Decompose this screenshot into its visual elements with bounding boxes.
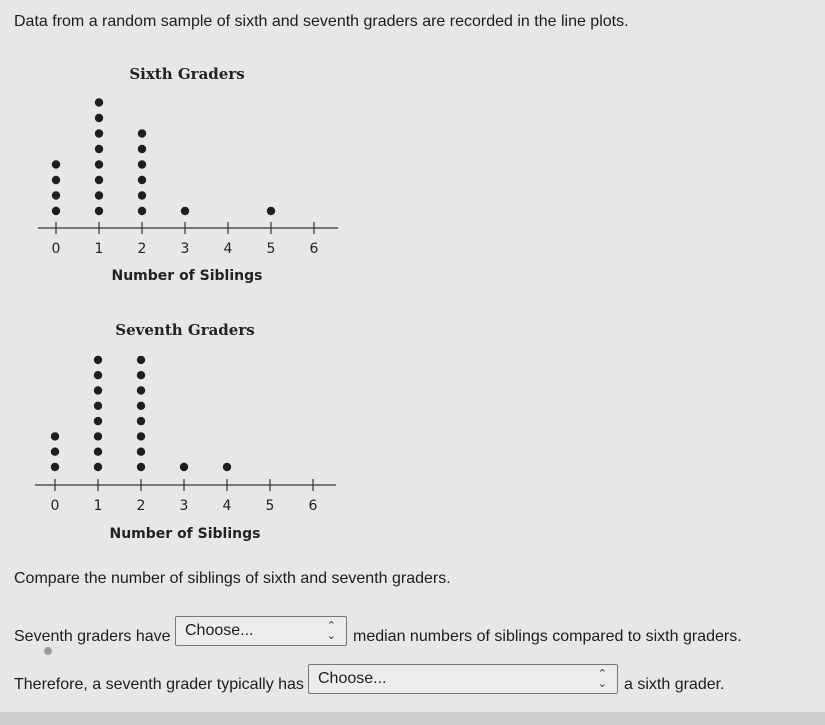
data-dot: [95, 176, 103, 184]
intro-text: Data from a random sample of sixth and seventh graders are recorded in the line plots.: [14, 13, 629, 30]
data-dot: [223, 463, 231, 471]
tick-label: 5: [265, 498, 275, 514]
data-dot: [95, 114, 103, 122]
tick-label: 0: [51, 241, 61, 257]
data-dot: [52, 207, 60, 215]
data-dot: [51, 463, 59, 471]
data-dot: [52, 191, 60, 199]
tick-label: 6: [308, 498, 318, 514]
data-dot: [52, 160, 60, 168]
data-dot: [94, 402, 102, 410]
sixth-graders-plot: [38, 65, 338, 284]
tick-label: 3: [179, 498, 189, 514]
median-comparison-select[interactable]: [175, 616, 347, 646]
data-dot: [138, 129, 146, 137]
data-dot: [94, 356, 102, 364]
tick-label: 2: [136, 498, 146, 514]
tick-label: 4: [223, 241, 233, 257]
data-dot: [52, 176, 60, 184]
data-dot: [138, 145, 146, 153]
sentence2-before: Therefore, a seventh grader typically has: [14, 676, 304, 693]
bottom-bar: [0, 712, 825, 725]
data-dot: [138, 207, 146, 215]
data-dot: [138, 191, 146, 199]
sentence1-before: Seventh graders have: [14, 628, 171, 645]
data-dot: [181, 207, 189, 215]
data-dot: [95, 191, 103, 199]
tick-label: 5: [266, 241, 276, 257]
data-dot: [137, 386, 145, 394]
tick-label: 1: [94, 241, 104, 257]
sentence2-after: a sixth grader.: [624, 676, 725, 693]
plot-title: Seventh Graders: [115, 321, 255, 339]
x-axis-label: Number of Siblings: [109, 526, 261, 542]
data-dot: [138, 160, 146, 168]
sentence1-after: median numbers of siblings compared to sixth graders.: [353, 628, 742, 645]
typical-comparison-select[interactable]: [308, 664, 618, 694]
data-dot: [51, 448, 59, 456]
tick-label: 6: [309, 241, 319, 257]
data-dot: [95, 145, 103, 153]
data-dot: [95, 160, 103, 168]
tick-label: 3: [180, 241, 190, 257]
data-dot: [95, 207, 103, 215]
marker-dot: [44, 647, 52, 655]
question-text: Compare the number of siblings of sixth and seventh graders.: [14, 570, 451, 587]
seventh-graders-plot: [35, 321, 336, 542]
up-down-chevron-icon: ⌃ ⌄: [597, 668, 607, 690]
data-dot: [267, 207, 275, 215]
data-dot: [94, 463, 102, 471]
data-dot: [138, 176, 146, 184]
data-dot: [94, 448, 102, 456]
data-dot: [137, 432, 145, 440]
data-dot: [94, 386, 102, 394]
data-dot: [137, 463, 145, 471]
tick-label: 4: [222, 498, 232, 514]
plot-title: Sixth Graders: [129, 65, 245, 83]
select-value: Choose...: [318, 670, 387, 687]
data-dot: [180, 463, 188, 471]
tick-label: 0: [50, 498, 60, 514]
data-dot: [51, 432, 59, 440]
data-dot: [94, 371, 102, 379]
data-dot: [95, 98, 103, 106]
up-down-chevron-icon: ⌃ ⌄: [326, 620, 336, 642]
data-dot: [94, 432, 102, 440]
data-dot: [94, 417, 102, 425]
tick-label: 2: [137, 241, 147, 257]
x-axis-label: Number of Siblings: [111, 268, 263, 284]
select-value: Choose...: [185, 622, 254, 639]
data-dot: [137, 371, 145, 379]
data-dot: [137, 448, 145, 456]
data-dot: [137, 417, 145, 425]
tick-label: 1: [93, 498, 103, 514]
data-dot: [95, 129, 103, 137]
data-dot: [137, 402, 145, 410]
data-dot: [137, 356, 145, 364]
